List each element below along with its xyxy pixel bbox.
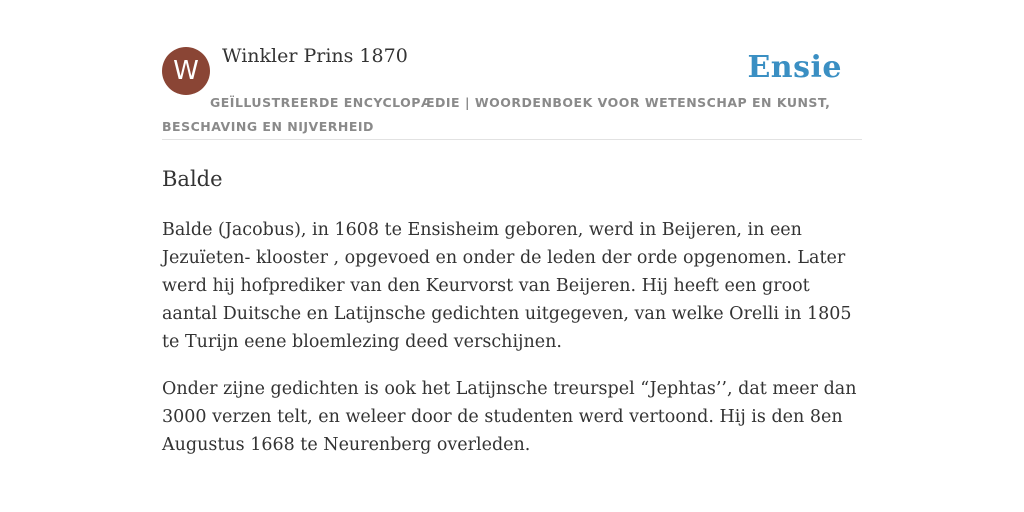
header-divider: [162, 139, 862, 140]
entry-paragraph: Balde (Jacobus), in 1608 te Ensisheim geboren, werd in Beijeren, in een Jezuïeten- klooster , opgevoed en onder de leden der orde opgenomen. Later werd hij hofprediker van den Keurvorst van Beijeren. Hij heeft een groot aantal Duitsche en Latijnsche gedichten uitgegeven, van welke Orelli in 1805 te Turijn eene bloemlezing deed verschijnen.: [162, 220, 852, 352]
entry-paragraph: Onder zijne gedichten is ook het Latijnsche treurspel “Jephtas’’, dat meer dan 3000 verzen telt, en weleer door de studenten werd vertoond. Hij is den 8en Augustus 1668 te Neurenberg overleden.: [162, 379, 857, 455]
source-avatar: W: [162, 47, 210, 95]
source-subtitle: GEÏLLUSTREERDE ENCYCLOPÆDIE | WOORDENBOEK VOOR WETENSCHAP EN KUNST, BESCHAVING EN NIJVERHEID: [162, 95, 831, 134]
source-title[interactable]: Winkler Prins 1870: [222, 45, 408, 67]
entry-title: Balde: [162, 167, 223, 191]
ensie-logo[interactable]: Ensie: [747, 50, 842, 85]
entry-body: [162, 216, 868, 478]
